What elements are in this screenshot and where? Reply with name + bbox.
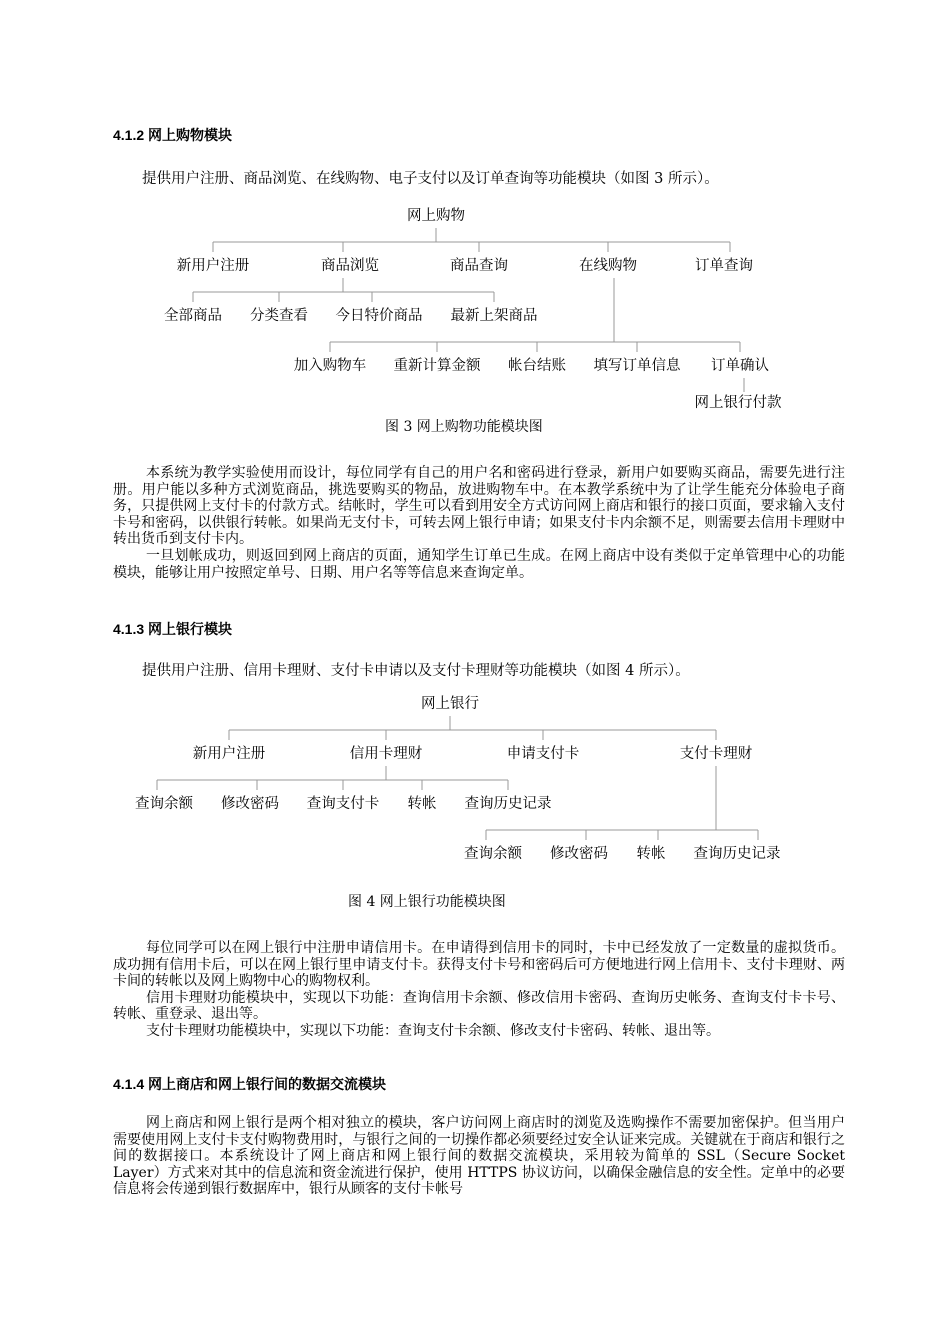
fig3-node-fill-order: 填写订单信息 — [593, 358, 681, 374]
fig3-node-search: 商品查询 — [450, 258, 508, 274]
paragraph: 网上商店和网上银行是两个相对独立的模块，客户访问网上商店时的浏览及选购操作不需要加密保护。但当用户需要使用网上支付卡支付购物费用时，与银行之间的一切操作都必须要经过安全认证来完成。关键就在于商店和银行之间的数据接口。本系统设计了网上商店和网上银行间的数据交流模块，采用较为简单的 SSL（Secure Socket Layer）方式来对其中的信息流和资金流进行保护，使用 HTTPS 协议访问，以确保金融信息的安全性。定单中的必要信息将会传递到银行数据库中，银行从顾客的支付卡帐号 — [113, 1115, 845, 1198]
fig4-node-credit-history: 查询历史记录 — [464, 796, 552, 812]
fig3-node-add-cart: 加入购物车 — [293, 358, 367, 374]
fig4-node-debit-history: 查询历史记录 — [693, 846, 781, 862]
paragraph: 一旦划帐成功，则返回到网上商店的页面，通知学生订单已生成。在网上商店中设有类似于定单管理中心的功能模块，能够让用户按照定单号、日期、用户名等等信息来查询定单。 — [113, 547, 845, 581]
fig4-node-debit-balance: 查询余额 — [464, 846, 522, 862]
fig3-node-specials: 今日特价商品 — [335, 308, 423, 324]
section-body-4-1-2 — [113, 465, 845, 581]
fig3-node-shopping: 在线购物 — [579, 258, 637, 274]
paragraph: 每位同学可以在网上银行中注册申请信用卡。在申请得到信用卡的同时，卡中已经发放了一定数量的虚拟货币。成功拥有信用卡后，可以在网上银行里申请支付卡。获得支付卡号和密码后可方便地进行网上信用卡、支付卡理财、两卡间的转帐以及网上购物中心的购物权利。 — [113, 940, 845, 990]
fig3-node-order-query: 订单查询 — [695, 258, 753, 274]
section-heading-4-1-3: 4.1.3 网上银行模块 — [113, 621, 233, 637]
figure-3-caption: 图 3 网上购物功能模块图 — [385, 419, 543, 435]
section-heading-4-1-4: 4.1.4 网上商店和网上银行间的数据交流模块 — [113, 1076, 387, 1092]
fig3-node-recalc: 重新计算金额 — [393, 358, 481, 374]
fig4-node-register: 新用户注册 — [192, 746, 266, 762]
fig4-node-credit-query-debit: 查询支付卡 — [306, 796, 380, 812]
fig3-node-browse: 商品浏览 — [321, 258, 379, 274]
fig3-node-register: 新用户注册 — [176, 258, 250, 274]
paragraph: 本系统为教学实验使用而设计，每位同学有自己的用户名和密码进行登录，新用户如要购买商品，需要先进行注册。用户能以多种方式浏览商品，挑选要购买的物品，放进购物车中。在本教学系统中为了让学生能充分体验电子商务，只提供网上支付卡的付款方式。结帐时，学生可以看到用安全方式访问网上商店和银行的接口页面，要求输入支付卡号和密码，以供银行转帐。如果尚无支付卡，可转去网上银行申请；如果支付卡内余额不足，则需要去信用卡理财中转出货币到支付卡内。 — [113, 465, 845, 548]
section-body-4-1-4 — [113, 1115, 845, 1198]
fig4-node-credit-password: 修改密码 — [221, 796, 279, 812]
fig4-root: 网上银行 — [421, 696, 479, 712]
fig3-root: 网上购物 — [407, 208, 465, 224]
paragraph: 信用卡理财功能模块中，实现以下功能：查询信用卡余额、修改信用卡密码、查询历史帐务、查询支付卡卡号、转帐、重登录、退出等。 — [113, 989, 845, 1023]
section-body-4-1-3 — [113, 940, 845, 1040]
fig3-node-confirm: 订单确认 — [711, 358, 769, 374]
fig3-node-category: 分类查看 — [250, 308, 308, 324]
section-heading-4-1-2: 4.1.2 网上购物模块 — [113, 127, 233, 143]
paragraph: 支付卡理财功能模块中，实现以下功能：查询支付卡余额、修改支付卡密码、转帐、退出等。 — [146, 1022, 720, 1039]
fig4-node-credit-transfer: 转帐 — [407, 796, 437, 812]
section-intro-4-1-3: 提供用户注册、信用卡理财、支付卡申请以及支付卡理财等功能模块（如图 4 所示）。 — [142, 663, 690, 679]
fig3-node-new-arrivals: 最新上架商品 — [450, 308, 538, 324]
figure-4-caption: 图 4 网上银行功能模块图 — [348, 894, 506, 910]
fig3-node-all-products: 全部商品 — [164, 308, 222, 324]
fig4-node-debit-transfer: 转帐 — [636, 846, 666, 862]
figure-3-diagram — [0, 195, 950, 415]
fig3-node-checkout: 帐台结账 — [508, 358, 566, 374]
fig4-node-apply-debit: 申请支付卡 — [506, 746, 580, 762]
fig4-node-debit-password: 修改密码 — [550, 846, 608, 862]
section-intro-4-1-2: 提供用户注册、商品浏览、在线购物、电子支付以及订单查询等功能模块（如图 3 所示）。 — [142, 171, 719, 187]
fig4-node-credit-card: 信用卡理财 — [349, 746, 423, 762]
fig3-node-bank-pay: 网上银行付款 — [694, 395, 782, 411]
fig4-node-debit-card: 支付卡理财 — [679, 746, 753, 762]
figure-4-diagram — [0, 685, 950, 870]
fig4-node-credit-balance: 查询余额 — [135, 796, 193, 812]
